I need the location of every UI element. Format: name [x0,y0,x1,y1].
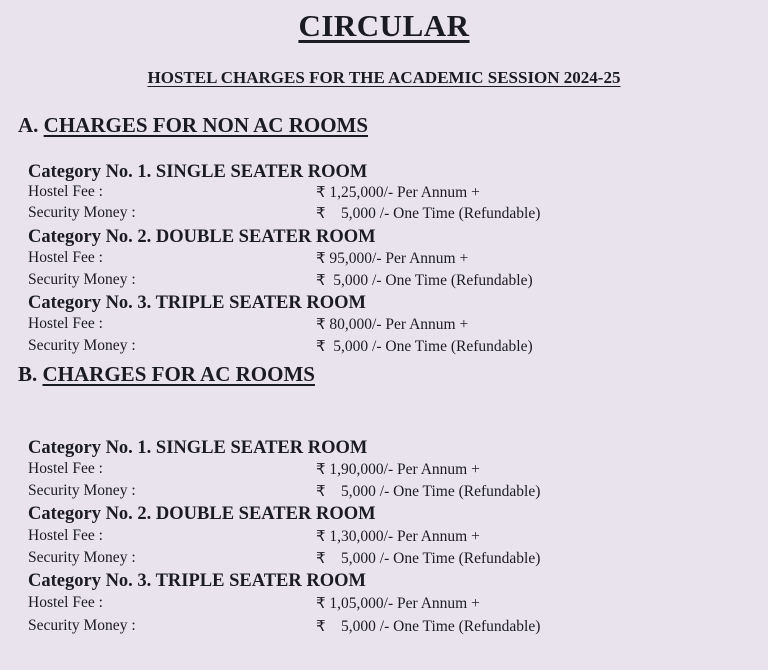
rupee-icon: ₹ [316,594,326,612]
fee-label: Hostel Fee : [28,249,103,266]
security-value: 5,000 /- One Time (Refundable) [341,550,541,567]
rupee-icon: ₹ [316,617,326,635]
fee-value: 1,90,000/- Per Annum + [329,461,480,478]
rupee-icon: ₹ [316,527,326,545]
fee-value: 1,25,000/- Per Annum + [329,184,480,201]
page-subtitle: HOSTEL CHARGES FOR THE ACADEMIC SESSION 2024-25 [147,68,621,87]
fee-value: 1,30,000/- Per Annum + [329,528,480,545]
fee-value: 95,000/- Per Annum + [329,250,469,267]
security-amount [316,204,540,223]
fee-amount [316,249,468,268]
rupee-icon: ₹ [316,337,326,355]
fee-amount [316,594,480,613]
security-amount [316,271,533,290]
rupee-icon: ₹ [316,315,326,333]
rupee-icon: ₹ [316,460,326,478]
fee-label: Hostel Fee : [28,594,103,611]
rupee-icon: ₹ [316,271,326,289]
section-heading-ac [18,362,315,387]
security-label: Security Money : [28,204,136,221]
security-amount [316,617,540,636]
security-label: Security Money : [28,617,136,634]
fee-label: Hostel Fee : [28,183,103,200]
rupee-icon: ₹ [316,482,326,500]
page-title: CIRCULAR [298,8,470,43]
section-heading-text: CHARGES FOR NON AC ROOMS [43,113,369,137]
fee-amount [316,183,480,202]
section-heading-text: CHARGES FOR AC ROOMS [42,362,315,386]
category-heading: Category No. 2. DOUBLE SEATER ROOM [28,504,376,524]
fee-value: 1,05,000/- Per Annum + [329,595,480,612]
security-value: 5,000 /- One Time (Refundable) [341,483,541,500]
category-heading: Category No. 3. TRIPLE SEATER ROOM [28,571,366,591]
security-amount [316,482,540,501]
section-prefix: B. [18,362,38,386]
category-heading: Category No. 1. SINGLE SEATER ROOM [28,162,368,182]
section-prefix: A. [18,113,39,137]
rupee-icon: ₹ [316,183,326,201]
fee-amount [316,315,468,334]
fee-amount [316,527,480,546]
security-value: 5,000 /- One Time (Refundable) [341,205,541,222]
section-heading-non-ac [18,113,368,138]
fee-amount [316,460,480,479]
rupee-icon: ₹ [316,549,326,567]
rupee-icon: ₹ [316,204,326,222]
security-amount [316,337,533,356]
category-heading: Category No. 2. DOUBLE SEATER ROOM [28,227,376,247]
category-heading: Category No. 3. TRIPLE SEATER ROOM [28,293,366,313]
security-value: 5,000 /- One Time (Refundable) [333,272,533,289]
security-label: Security Money : [28,549,136,566]
fee-label: Hostel Fee : [28,460,103,477]
security-amount [316,549,540,568]
fee-label: Hostel Fee : [28,315,103,332]
category-heading: Category No. 1. SINGLE SEATER ROOM [28,438,368,458]
rupee-icon: ₹ [316,249,326,267]
fee-value: 80,000/- Per Annum + [329,316,469,333]
security-label: Security Money : [28,482,136,499]
security-value: 5,000 /- One Time (Refundable) [341,618,541,635]
fee-label: Hostel Fee : [28,527,103,544]
security-label: Security Money : [28,337,136,354]
security-label: Security Money : [28,271,136,288]
security-value: 5,000 /- One Time (Refundable) [333,338,533,355]
